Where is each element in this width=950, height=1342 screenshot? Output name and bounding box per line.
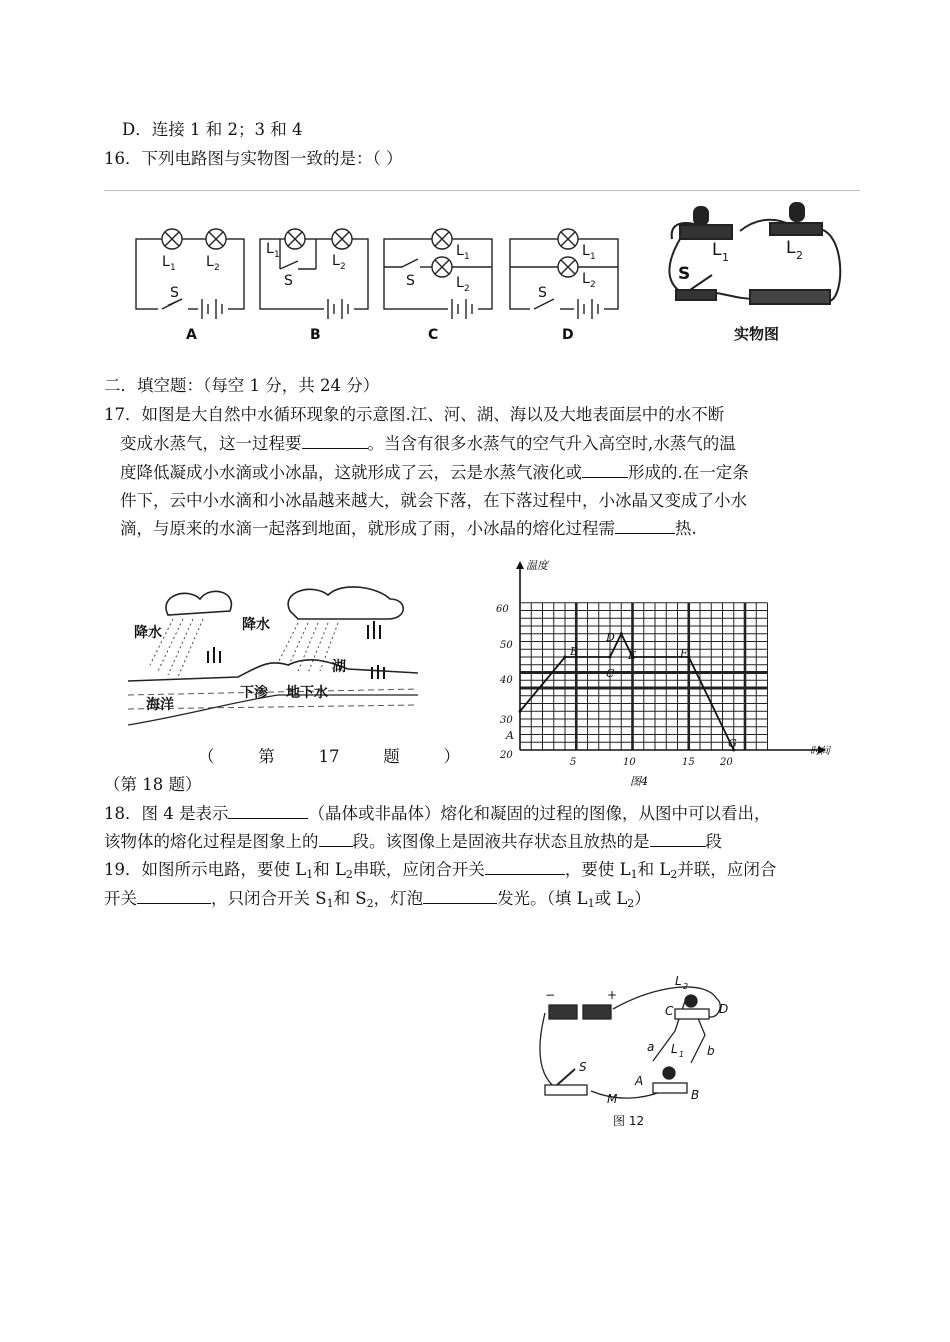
section-2-title: 二．填空题：（每空 1 分，共 24 分）	[104, 376, 380, 395]
svg-text:L: L	[712, 240, 722, 260]
q18-blank-3[interactable]	[650, 830, 706, 847]
q18-line-1: 18．图 4 是表示 （晶体或非晶体）熔化和凝固的过程的图像，从图中可以看出，	[104, 804, 771, 823]
q15-option-d: D．连接 1 和 2；3 和 4	[122, 120, 303, 139]
xtick-10: 10	[623, 757, 636, 768]
svg-text:S: S	[170, 285, 179, 301]
point-marker-a	[519, 710, 522, 713]
water-cycle-figure	[128, 585, 418, 735]
svg-text:B: B	[691, 1088, 700, 1102]
ytick-50: 50	[500, 640, 513, 651]
q19-blank-3[interactable]	[423, 887, 497, 904]
svg-text:S: S	[538, 285, 547, 301]
point-marker-b	[564, 656, 567, 659]
ytick-30: 30	[500, 715, 513, 726]
svg-text:L: L	[671, 1042, 678, 1056]
svg-text:1: 1	[274, 250, 280, 260]
svg-text:2: 2	[590, 280, 596, 290]
q18-line-2: 该物体的熔化过程是图象上的 段。该图像上是固液共存状态且放热的是 段	[104, 832, 722, 851]
svg-text:L: L	[266, 241, 274, 257]
q17-line-3: 度降低凝成小水滴或小冰晶，这就形成了云，云是水蒸气液化或 形成的.在一定条	[120, 463, 749, 482]
svg-text:−: −	[545, 988, 556, 1002]
svg-text:L: L	[582, 243, 590, 259]
point-f: F	[680, 647, 688, 660]
q16-stem: 16．下列电路图与实物图一致的是：（ ）	[104, 149, 403, 168]
svg-text:L: L	[332, 253, 340, 269]
svg-text:2: 2	[214, 263, 220, 273]
divider	[104, 190, 860, 191]
circuit-b	[260, 229, 368, 319]
point-b: B	[570, 645, 579, 658]
svg-text:地下水: 地下水	[286, 685, 328, 701]
svg-text:S: S	[406, 273, 415, 289]
temperature-line	[520, 634, 734, 750]
q19-blank-2[interactable]	[137, 887, 211, 904]
point-a: A	[506, 729, 514, 742]
svg-text:C: C	[665, 1004, 674, 1018]
graph-curve	[519, 632, 736, 751]
circuit-d	[510, 229, 618, 319]
q19-line-2: 开关 ，只闭合开关 $S_1$和 $S_2$，灯泡 发光。（填 $L_1$或 $L_2$）	[104, 889, 651, 910]
svg-text:A: A	[635, 1074, 644, 1088]
q17-figure-caption: （ 第 17 题 ）	[198, 747, 460, 766]
svg-text:L: L	[206, 254, 214, 270]
point-marker-d	[620, 632, 623, 635]
svg-text:L: L	[162, 254, 170, 270]
svg-text:L: L	[675, 974, 682, 988]
graph-xlabel: 时间	[810, 746, 830, 757]
y-axis-arrow	[516, 561, 524, 569]
point-e: E	[628, 649, 637, 662]
q19-line-1: 19．如图所示电路，要使 $L_1$和 $L_2$串联，应闭合开关 ，要使 $L_1$和 $L_2$并联，应闭合	[104, 860, 777, 881]
q18-figure-caption: （第 18 题）	[104, 775, 202, 794]
temperature-graph	[490, 555, 840, 790]
q17-line-5: 滴，与原来的水滴一起落到地面，就形成了雨，小冰晶的熔化过程需 热.	[120, 519, 697, 538]
svg-text:1: 1	[722, 251, 729, 264]
xtick-15: 15	[682, 757, 695, 768]
svg-text:A: A	[186, 327, 197, 343]
point-marker-f	[687, 656, 690, 659]
q17-line-2: 变成水蒸气，这一过程要 。当含有很多水蒸气的空气升入高空时,水蒸气的温	[120, 434, 736, 453]
svg-text:a: a	[647, 1040, 655, 1054]
point-c: C	[606, 667, 615, 680]
svg-text:海洋: 海洋	[146, 697, 174, 713]
svg-text:1: 1	[679, 1050, 685, 1059]
svg-text:下渗: 下渗	[240, 685, 268, 701]
svg-text:2: 2	[683, 982, 689, 991]
physical-circuit-photo	[669, 203, 840, 304]
svg-text:图 12: 图 12	[613, 1114, 645, 1128]
svg-text:1: 1	[464, 252, 470, 262]
q17-blank-1[interactable]	[302, 432, 368, 449]
svg-text:1: 1	[170, 263, 176, 273]
xtick-5: 5	[570, 757, 577, 768]
svg-text:S: S	[678, 264, 691, 284]
svg-text:C: C	[428, 327, 439, 343]
q17-line-4: 件下，云中小水滴和小冰晶越来越大，就会下落，在下落过程中，小冰晶又变成了小水	[120, 491, 747, 510]
q19-blank-1[interactable]	[485, 858, 565, 875]
ytick-40: 40	[500, 675, 513, 686]
svg-text:L: L	[786, 238, 796, 258]
svg-text:降水: 降水	[242, 617, 270, 633]
svg-text:降水: 降水	[134, 625, 162, 641]
q16-circuit-figure	[120, 195, 860, 350]
svg-text:L: L	[456, 243, 464, 259]
graph-ylabel: 温度	[526, 559, 548, 572]
svg-text:S: S	[284, 273, 293, 289]
svg-text:1: 1	[590, 252, 596, 262]
svg-text:M: M	[607, 1092, 618, 1106]
figure-12-circuit	[535, 965, 750, 1135]
graph-caption: 图4	[630, 775, 648, 788]
svg-text:2: 2	[340, 262, 346, 272]
svg-text:湖: 湖	[332, 659, 346, 675]
point-marker-c	[609, 656, 612, 659]
svg-text:L: L	[582, 271, 590, 287]
circuit-c	[384, 229, 492, 319]
q18-blank-2[interactable]	[319, 830, 353, 847]
ytick-60: 60	[496, 604, 509, 615]
point-g: G	[728, 737, 737, 750]
svg-text:S: S	[579, 1060, 587, 1074]
q18-blank-1[interactable]	[228, 802, 308, 819]
circuit-a	[136, 229, 244, 319]
svg-text:D: D	[719, 1002, 729, 1016]
xtick-20: 20	[720, 757, 733, 768]
svg-text:b: b	[707, 1044, 715, 1058]
svg-text:实物图: 实物图	[734, 325, 780, 343]
svg-text:D: D	[562, 327, 574, 343]
svg-text:L: L	[456, 275, 464, 291]
q17-blank-2[interactable]	[582, 461, 628, 478]
svg-text:2: 2	[464, 284, 470, 294]
svg-text:B: B	[310, 327, 321, 343]
graph-grid	[520, 603, 768, 750]
point-d: D	[606, 631, 615, 644]
q17-line-1: 17．如图是大自然中水循环现象的示意图.江、河、湖、海以及大地表面层中的水不断	[104, 405, 725, 424]
q17-blank-3[interactable]	[615, 517, 675, 534]
ytick-20: 20	[500, 750, 513, 761]
svg-text:2: 2	[796, 249, 803, 262]
svg-text:+: +	[607, 988, 618, 1002]
